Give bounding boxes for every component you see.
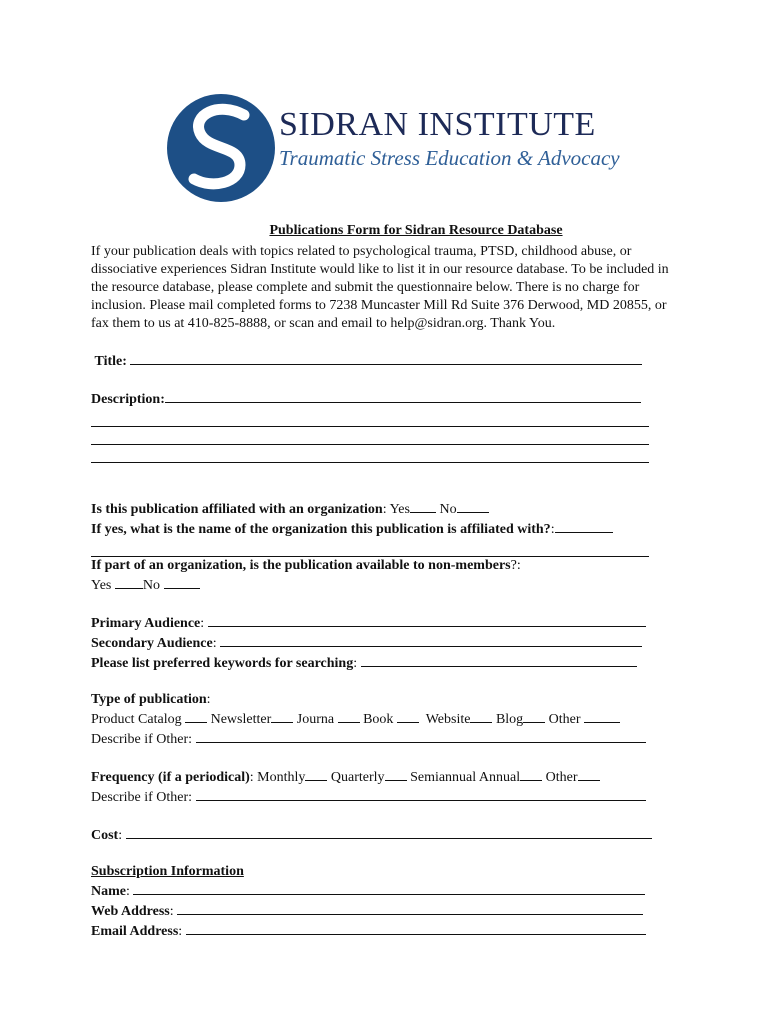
sub-name-colon: :	[126, 884, 130, 899]
nonmember-suffix: ?:	[510, 558, 521, 573]
frequency-describe-input[interactable]	[196, 787, 646, 801]
type-colon: :	[206, 692, 211, 707]
primary-audience-colon: :	[200, 616, 205, 631]
type-options-row	[91, 709, 681, 729]
description-line-3[interactable]	[91, 427, 649, 445]
primary-audience-input[interactable]	[208, 613, 646, 627]
sub-name-row	[91, 881, 681, 901]
frequency-describe-label: Describe if Other:	[91, 790, 193, 805]
title-input[interactable]	[130, 351, 642, 365]
description-line-4[interactable]	[91, 445, 649, 463]
title-label: Title:	[94, 354, 127, 369]
org-name-line-2[interactable]	[91, 539, 649, 557]
sub-web-row	[91, 901, 681, 921]
cost-label: Cost	[91, 828, 119, 843]
type-describe-label: Describe if Other:	[91, 732, 193, 747]
sub-name-input[interactable]	[133, 881, 645, 895]
sub-email-colon: :	[178, 924, 183, 939]
frequency-describe-row	[91, 787, 681, 807]
type-option-website: Website	[425, 712, 471, 727]
sub-web-input[interactable]	[177, 901, 643, 915]
sidran-s-logo-icon	[166, 93, 276, 203]
sub-email-row	[91, 921, 681, 941]
type-option-blog: Blog	[495, 712, 524, 727]
org-name-row	[91, 519, 681, 539]
nonmember-question: If part of an organization, is the publication available to non-members	[91, 558, 511, 573]
logo-tagline: Traumatic Stress Education & Advocacy	[279, 146, 620, 170]
type-newsletter-blank[interactable]	[271, 709, 293, 723]
affiliated-yes-label: : Yes	[382, 502, 410, 517]
type-journal-blank[interactable]	[338, 709, 360, 723]
nonmember-yes-blank[interactable]	[115, 575, 143, 589]
type-option-newsletter: Newsletter	[210, 712, 272, 727]
keywords-colon: :	[353, 656, 358, 671]
primary-audience-label: Primary Audience	[91, 616, 201, 631]
nonmember-answer-row	[91, 575, 681, 595]
type-row	[91, 691, 681, 709]
description-row	[91, 389, 681, 409]
type-describe-row	[91, 729, 681, 749]
type-option-journal: Journa	[296, 712, 335, 727]
nonmember-no-blank[interactable]	[164, 575, 200, 589]
affiliated-yes-blank[interactable]	[410, 499, 436, 513]
sub-email-label: Email Address	[91, 924, 179, 939]
description-input[interactable]	[165, 389, 641, 403]
secondary-audience-input[interactable]	[220, 633, 642, 647]
description-label: Description:	[91, 392, 165, 407]
frequency-monthly-blank[interactable]	[305, 767, 327, 781]
type-other-blank[interactable]	[584, 709, 620, 723]
type-book-blank[interactable]	[397, 709, 419, 723]
secondary-audience-label: Secondary Audience	[91, 636, 213, 651]
cost-input[interactable]	[126, 825, 652, 839]
type-blog-blank[interactable]	[523, 709, 545, 723]
frequency-option-quarterly: Quarterly	[330, 770, 385, 785]
type-website-blank[interactable]	[470, 709, 492, 723]
frequency-label: Frequency (if a periodical)	[91, 770, 250, 785]
org-name-input[interactable]	[555, 519, 613, 533]
org-name-colon: :	[550, 522, 555, 537]
sub-name-label: Name	[91, 884, 126, 899]
form-heading: Publications Form for Sidran Resource Database	[269, 223, 563, 238]
affiliated-no-label: No	[439, 502, 457, 517]
frequency-semiannual-blank[interactable]	[520, 767, 542, 781]
subscription-heading: Subscription Information	[91, 864, 244, 879]
title-row	[91, 351, 681, 371]
frequency-quarterly-blank[interactable]	[385, 767, 407, 781]
type-option-book: Book	[363, 712, 394, 727]
affiliated-no-blank[interactable]	[457, 499, 489, 513]
frequency-option-semiannual-annual: Semiannual Annual	[410, 770, 521, 785]
affiliated-question: Is this publication affiliated with an organization	[91, 502, 383, 517]
secondary-audience-colon: :	[212, 636, 217, 651]
type-catalog-blank[interactable]	[185, 709, 207, 723]
cost-row	[91, 825, 681, 845]
keywords-input[interactable]	[361, 653, 637, 667]
sub-web-label: Web Address	[91, 904, 170, 919]
sub-email-input[interactable]	[186, 921, 646, 935]
publications-form	[91, 222, 681, 941]
frequency-other-blank[interactable]	[578, 767, 600, 781]
logo-name: SIDRAN INSTITUTE	[279, 106, 596, 143]
form-intro: If your publication deals with topics related to psychological trauma, PTSD, childhood abuse, or dissociative experiences Sidran Institute would like to list it in our resource database. To be included in the resource database, please complete and submit the questionnaire below. There is no charge for inclusion. Please mail completed forms to 7238 Muncaster Mill Rd Suite 376 Derwood, MD 20855, or fax them to us at 410-825-8888, or scan and email to help@sidran.org. Thank You.	[91, 244, 669, 331]
description-line-2[interactable]	[91, 409, 649, 427]
frequency-row	[91, 767, 681, 787]
sidran-logo	[166, 93, 636, 203]
type-option-catalog: Product Catalog	[91, 712, 182, 727]
secondary-audience-row	[91, 633, 681, 653]
type-option-other: Other	[548, 712, 581, 727]
primary-audience-row	[91, 613, 681, 633]
frequency-option-other: Other	[545, 770, 578, 785]
nonmember-yes-label: Yes	[91, 578, 112, 593]
frequency-option-monthly: Monthly	[257, 770, 306, 785]
type-label: Type of publication	[91, 692, 207, 707]
keywords-label: Please list preferred keywords for searching	[91, 656, 354, 671]
type-describe-input[interactable]	[196, 729, 646, 743]
sub-web-colon: :	[169, 904, 174, 919]
affiliated-row	[91, 499, 681, 519]
cost-colon: :	[118, 828, 123, 843]
nonmember-no-label: No	[142, 578, 160, 593]
frequency-colon: :	[249, 770, 254, 785]
nonmember-row	[91, 557, 681, 575]
org-name-question: If yes, what is the name of the organization this publication is affiliated with?	[91, 522, 551, 537]
keywords-row	[91, 653, 681, 673]
